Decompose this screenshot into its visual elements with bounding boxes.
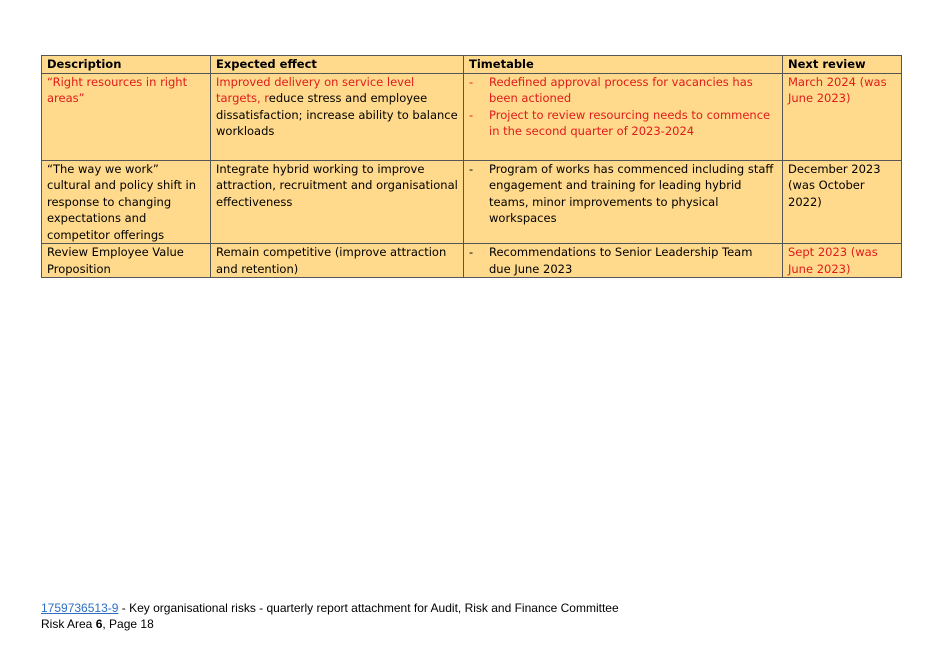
timetable-item [469, 74, 777, 107]
header-timetable: Timetable [464, 56, 783, 74]
risk-area-label: Risk Area [41, 617, 96, 631]
timetable-list [469, 244, 777, 277]
description-cell: “The way we work” cultural and policy shift in response to changing expectations and competitor offerings [42, 160, 211, 244]
document-title: - Key organisational risks - quarterly report attachment for Audit, Risk and Finance Committee [118, 601, 619, 615]
next-review-cell: December 2023 (was October 2022) [783, 160, 902, 244]
expected-effect-cell: Remain competitive (improve attraction and retention) [211, 244, 464, 278]
next-review-cell: March 2024 (was June 2023) [783, 73, 902, 160]
header-next-review: Next review [783, 56, 902, 74]
dash-bullet: - [469, 107, 474, 122]
risk-table [41, 55, 902, 278]
timetable-item-text: Project to review resourcing needs to commence in the second quarter of 2023-2024 [489, 107, 771, 138]
document-id-link[interactable]: 1759736513-9 [41, 601, 119, 615]
expected-effect-text: educe stress and employee dissatisfaction; increase ability to balance workloads [216, 91, 458, 138]
timetable-item [469, 161, 777, 227]
dash-bullet: - [469, 74, 474, 89]
expected-effect-cell [211, 73, 464, 160]
footer-line-1 [41, 600, 619, 616]
dash-bullet: - [469, 161, 474, 176]
dash-bullet: - [469, 245, 474, 259]
page-number: , Page 18 [102, 617, 154, 631]
table-row [42, 244, 902, 278]
header-expected-effect: Expected effect [211, 56, 464, 74]
timetable-list [469, 161, 777, 227]
page-footer [41, 600, 619, 632]
risk-area-number: 6 [95, 617, 103, 631]
expected-effect-cell: Integrate hybrid working to improve attraction, recruitment and organisational effectiveness [211, 160, 464, 244]
timetable-item [469, 107, 777, 140]
expected-effect-red-text: Improved delivery on service level targets, r [216, 74, 415, 105]
timetable-cell [464, 73, 783, 160]
timetable-item-text: Redefined approval process for vacancies has been actioned [489, 74, 753, 105]
timetable-item [469, 244, 777, 277]
timetable-list [469, 74, 777, 140]
timetable-cell [464, 160, 783, 244]
description-cell: Review Employee Value Proposition [42, 244, 211, 278]
table-row [42, 73, 902, 160]
next-review-cell: Sept 2023 (was June 2023) [783, 244, 902, 278]
table-row [42, 160, 902, 244]
description-cell: “Right resources in right areas” [42, 73, 211, 160]
timetable-item-text: Recommendations to Senior Leadership Team due June 2023 [489, 245, 753, 276]
table-header-row [42, 56, 902, 74]
timetable-cell [464, 244, 783, 278]
header-description: Description [42, 56, 211, 74]
footer-line-2 [41, 616, 619, 632]
timetable-item-text: Program of works has commenced including staff engagement and training for leading hybrid teams, minor improvements to physical workspaces [489, 161, 774, 225]
